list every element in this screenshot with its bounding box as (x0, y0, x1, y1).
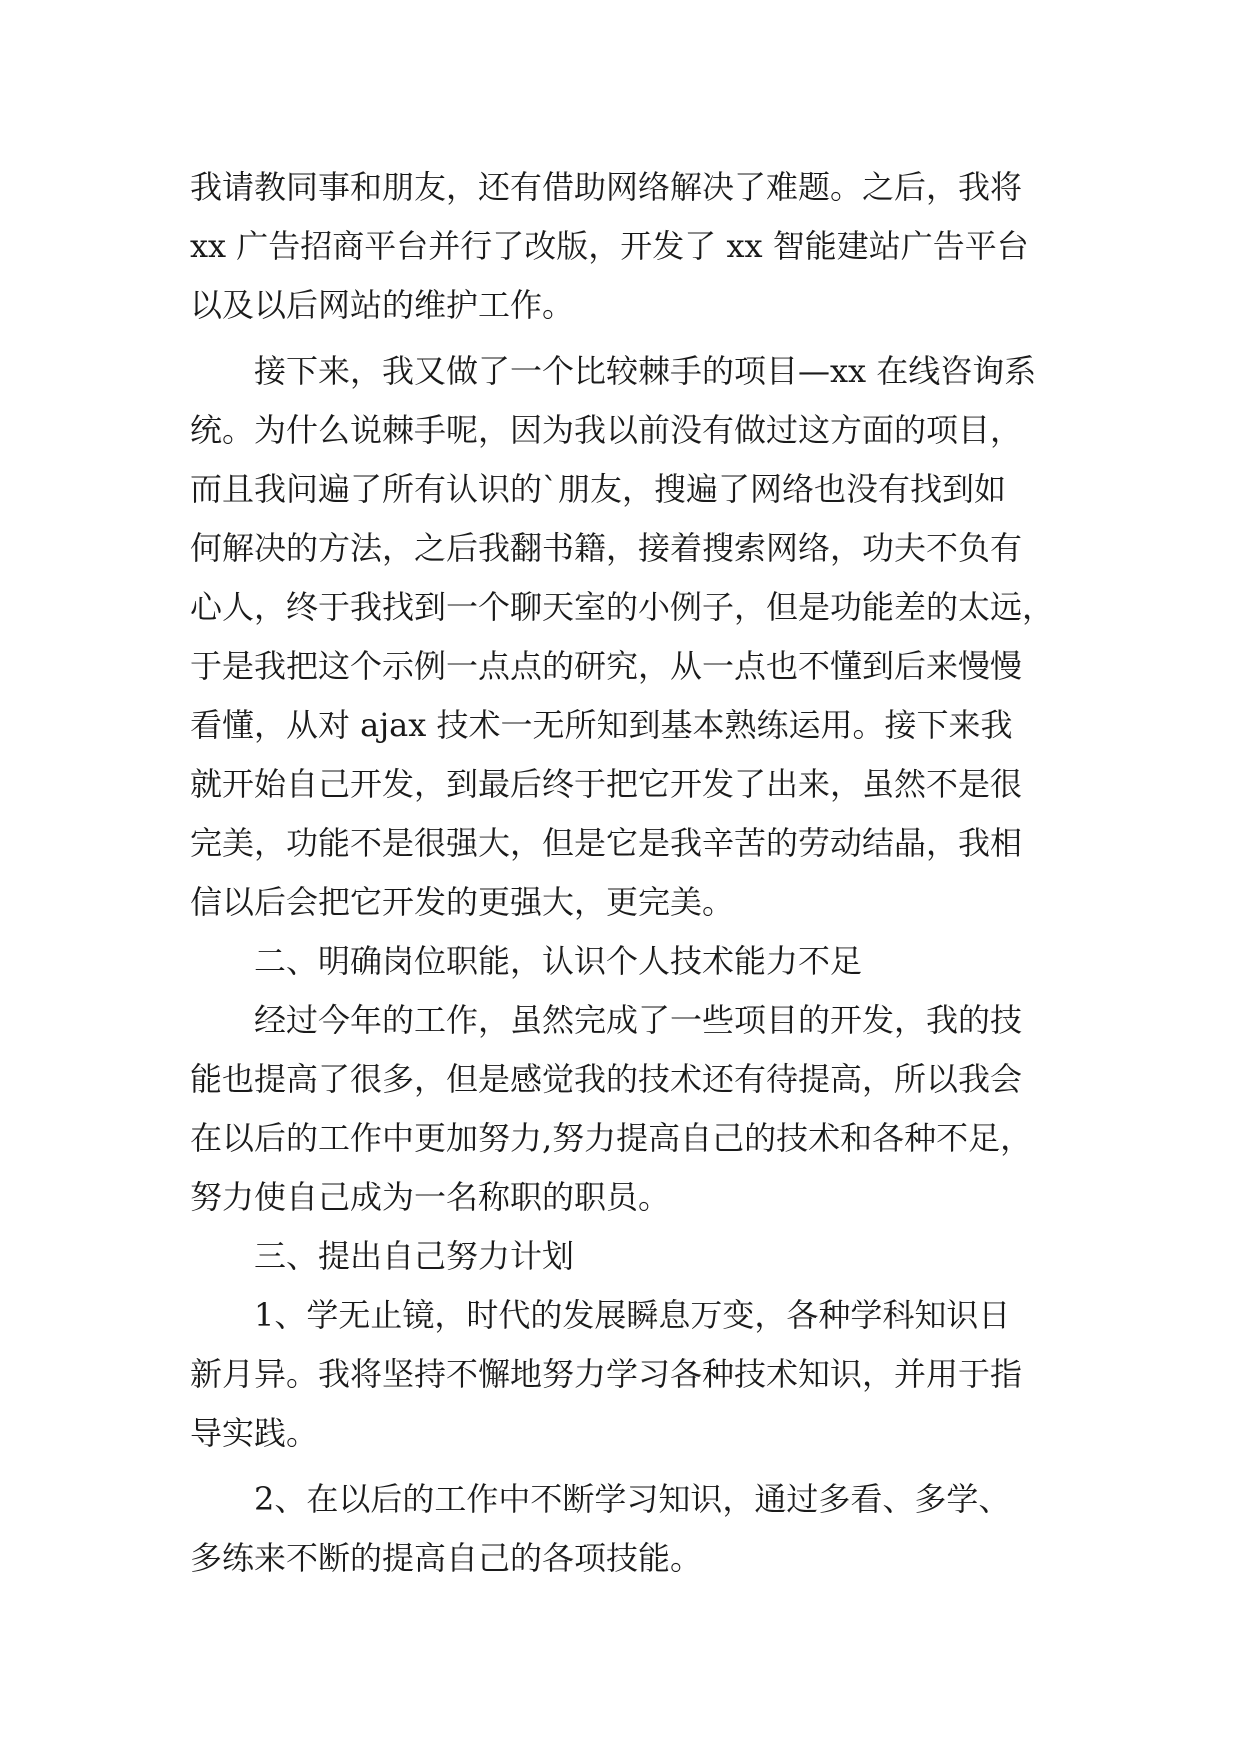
section-heading: 三、提出自己努力计划 (254, 1237, 575, 1275)
paragraph-line: 心人，终于我找到一个聊天室的小例子，但是功能差的太远， (190, 588, 1055, 626)
paragraph-line: 统。为什么说棘手呢，因为我以前没有做过这方面的项目， (190, 411, 1023, 449)
paragraph-line: 何解决的方法，之后我翻书籍，接着搜索网络，功夫不负有 (190, 529, 1023, 567)
section-heading: 二、明确岗位职能，认识个人技术能力不足 (254, 942, 863, 980)
paragraph-line: 完美，功能不是很强大，但是它是我辛苦的劳动结晶，我相 (190, 824, 1023, 862)
paragraph-line: 能也提高了很多，但是感觉我的技术还有待提高，所以我会 (190, 1060, 1023, 1098)
list-item-line: 导实践。 (190, 1414, 319, 1452)
paragraph-line: 在以后的工作中更加努力,努力提高自己的技术和各种不足， (190, 1119, 1033, 1157)
paragraph-line: 于是我把这个示例一点点的研究，从一点也不懂到后来慢慢 (190, 647, 1023, 685)
paragraph-first-line: 接下来，我又做了一个比较棘手的项目—xx 在线咨询系 (254, 352, 1037, 390)
list-item-line: 多练来不断的提高自己的各项技能。 (190, 1539, 703, 1577)
paragraph-line: 以及以后网站的维护工作。 (190, 286, 575, 324)
list-item-first-line: 2、在以后的工作中不断学习知识，通过多看、多学、 (254, 1480, 1011, 1518)
list-item-line: 新月异。我将坚持不懈地努力学习各种技术知识，并用于指 (190, 1355, 1023, 1393)
paragraph-line: 信以后会把它开发的更强大，更完美。 (190, 883, 735, 921)
paragraph-line: 而且我问遍了所有认识的`朋友，搜遍了网络也没有找到如 (190, 470, 1007, 508)
paragraph-line: xx 广告招商平台并行了改版，开发了 xx 智能建站广告平台 (190, 227, 1029, 265)
paragraph-line: 努力使自己成为一名称职的职员。 (190, 1178, 671, 1216)
paragraph-line: 看懂，从对 ajax 技术一无所知到基本熟练运用。接下来我 (190, 706, 1013, 744)
paragraph-line: 就开始自己开发，到最后终于把它开发了出来，虽然不是很 (190, 765, 1023, 803)
paragraph-line: 我请教同事和朋友，还有借助网络解决了难题。之后，我将 (190, 168, 1023, 206)
document-body (190, 158, 1060, 1588)
list-item-first-line: 1、学无止镜，时代的发展瞬息万变，各种学科知识日 (254, 1296, 1011, 1334)
paragraph-first-line: 经过今年的工作，虽然完成了一些项目的开发，我的技 (254, 1001, 1023, 1039)
